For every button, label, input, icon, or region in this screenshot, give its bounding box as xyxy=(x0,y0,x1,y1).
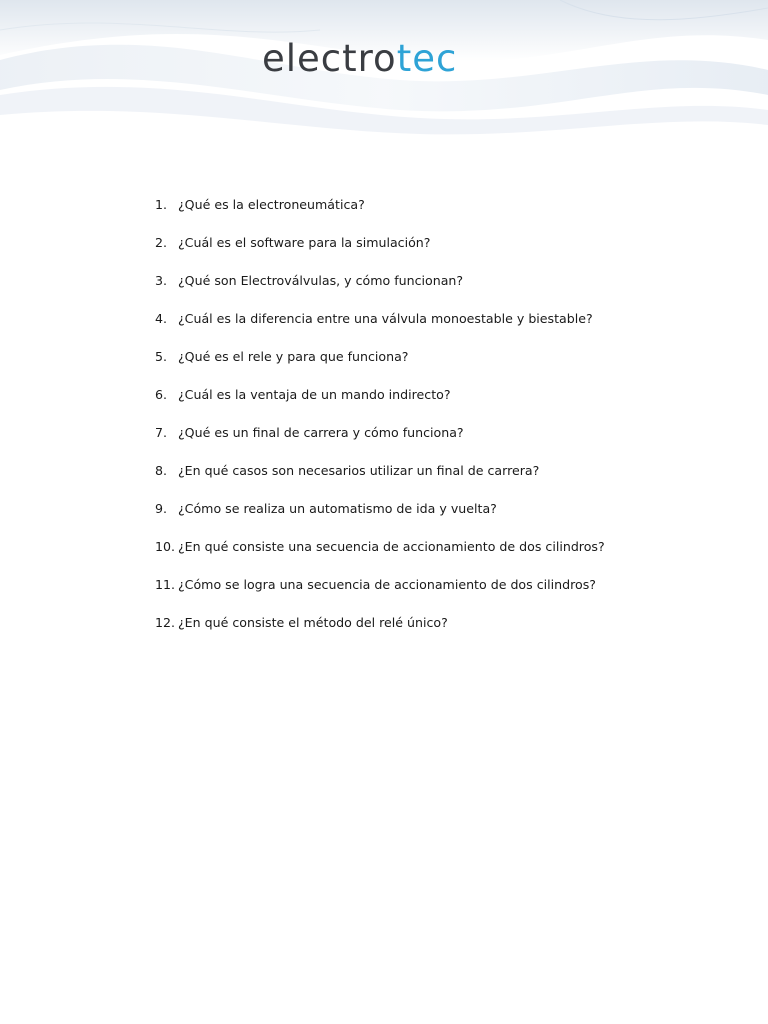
question-number: 1. xyxy=(155,197,168,212)
list-item xyxy=(155,234,715,272)
question-text: ¿Cuál es la diferencia entre una válvula monoestable y biestable? xyxy=(178,311,593,326)
list-item xyxy=(155,310,715,348)
question-number: 9. xyxy=(155,501,168,516)
question-number: 11. xyxy=(155,577,176,592)
question-number: 3. xyxy=(155,273,168,288)
question-text: ¿Qué son Electroválvulas, y cómo funcionan? xyxy=(178,273,464,288)
list-item xyxy=(155,576,715,614)
list-item xyxy=(155,272,715,310)
question-number: 10. xyxy=(155,539,176,554)
question-text: ¿Cómo se logra una secuencia de accionamiento de dos cilindros? xyxy=(178,577,596,592)
question-text: ¿Qué es un final de carrera y cómo funciona? xyxy=(178,425,464,440)
question-number: 4. xyxy=(155,311,168,326)
list-item xyxy=(155,348,715,386)
question-number: 12. xyxy=(155,615,176,630)
list-item xyxy=(155,462,715,500)
logo-text-electro: electro xyxy=(262,37,397,80)
list-item xyxy=(155,500,715,538)
question-text: ¿Qué es el rele y para que funciona? xyxy=(178,349,409,364)
question-text: ¿Cuál es la ventaja de un mando indirecto? xyxy=(178,387,451,402)
electrotec-logo xyxy=(262,36,457,82)
question-list xyxy=(155,196,715,652)
question-text: ¿En qué consiste el método del relé único? xyxy=(178,615,448,630)
question-text: ¿Qué es la electroneumática? xyxy=(178,197,365,212)
question-text: ¿Cuál es el software para la simulación? xyxy=(178,235,431,250)
question-number: 6. xyxy=(155,387,168,402)
list-item xyxy=(155,196,715,234)
question-number: 8. xyxy=(155,463,168,478)
list-item xyxy=(155,386,715,424)
question-number: 2. xyxy=(155,235,168,250)
list-item xyxy=(155,538,715,576)
logo-text-tec: tec xyxy=(396,37,458,80)
question-text: ¿En qué casos son necesarios utilizar un final de carrera? xyxy=(178,463,540,478)
question-number: 7. xyxy=(155,425,168,440)
list-item xyxy=(155,614,715,652)
question-text: ¿Cómo se realiza un automatismo de ida y vuelta? xyxy=(178,501,497,516)
question-text: ¿En qué consiste una secuencia de accionamiento de dos cilindros? xyxy=(178,539,605,554)
question-number: 5. xyxy=(155,349,168,364)
list-item xyxy=(155,424,715,462)
